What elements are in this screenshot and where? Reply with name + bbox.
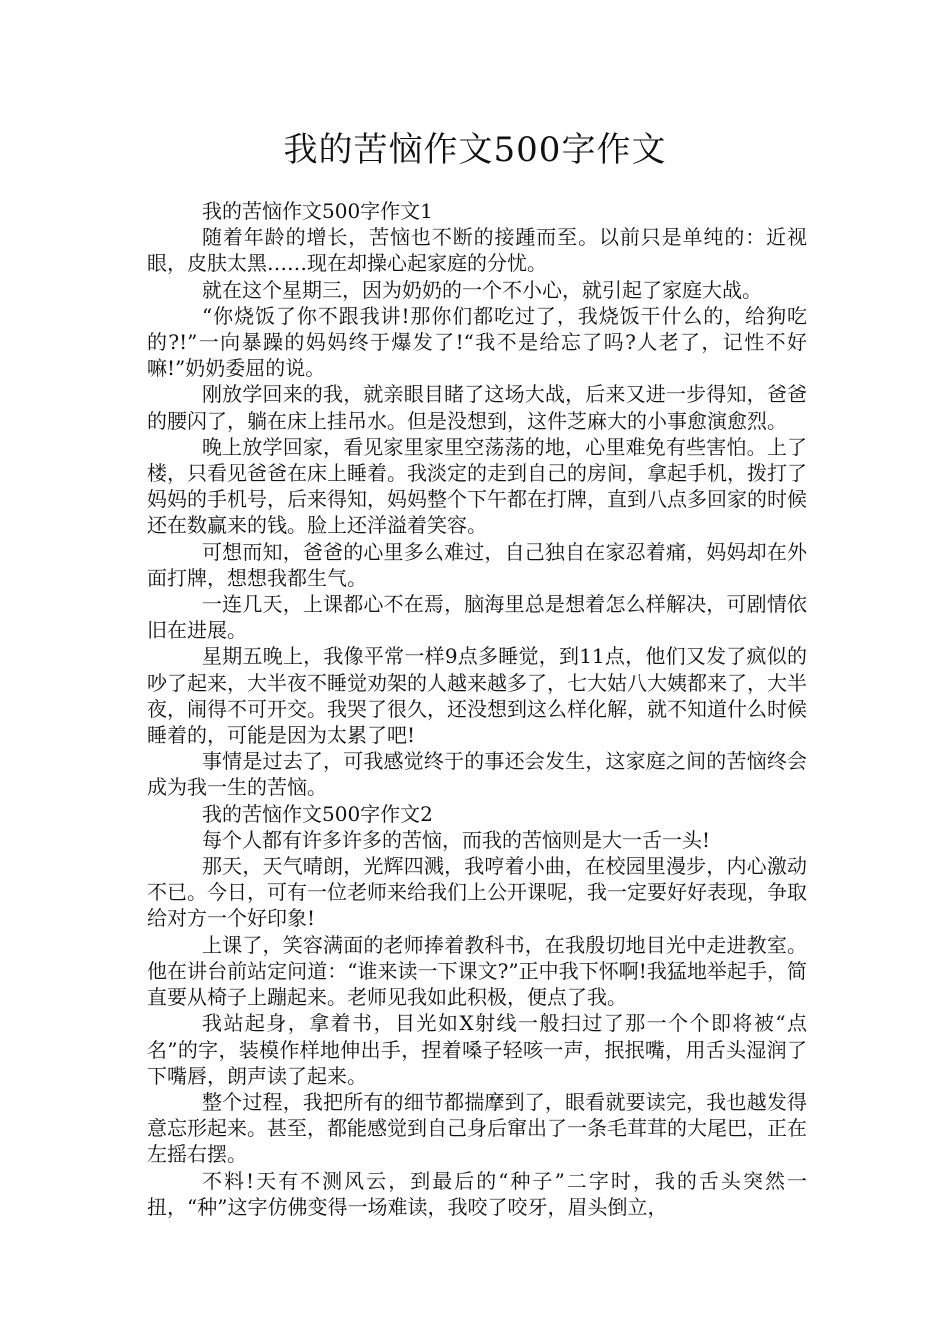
- paragraph: 不料!天有不测风云，到最后的“种子”二字时，我的舌头突然一扭，“种”这字仿佛变得一场难读，我咬了咬牙，眉头倒立，: [147, 1168, 807, 1219]
- paragraph: 我的苦恼作文500字作文1: [202, 199, 433, 223]
- paragraph: 晚上放学回家，看见家里家里空荡荡的地，心里难免有些害怕。上了楼，只看见爸爸在床上睡着。我淡定的走到自己的房间，拿起手机，拨打了妈妈的手机号，后来得知，妈妈整个下午都在打牌，直到八点多回家的时候还在数赢来的钱。脸上还洋溢着笑容。: [147, 434, 807, 538]
- paragraph: 可想而知，爸爸的心里多么难过，自己独自在家忍着痛，妈妈却在外面打牌，想想我都生气。: [147, 539, 807, 590]
- paragraph: “你烧饭了你不跟我讲!那你们都吃过了，我烧饭干什么的，给狗吃的?!”一向暴躁的妈妈终于爆发了!“我不是给忘了吗?人老了，记性不好嘛!”奶奶委屈的说。: [147, 303, 807, 381]
- paragraph: 一连几天，上课都心不在焉，脑海里总是想着怎么样解决，可剧情依旧在进展。: [147, 592, 807, 643]
- paragraph: 就在这个星期三，因为奶奶的一个不小心，就引起了家庭大战。: [202, 277, 762, 302]
- paragraph: 上课了，笑容满面的老师捧着教科书，在我殷切地目光中走进教室。他在讲台前站定问道：“谁来读一下课文?”正中我下怀啊!我猛地举起手，简直要从椅子上蹦起来。老师见我如此积极，便点了我。: [147, 932, 807, 1010]
- paragraph: 每个人都有许多许多的苦恼，而我的苦恼则是大一舌一头!: [202, 827, 711, 852]
- paragraph: 我站起身，拿着书，目光如X射线一般扫过了那一个个即将被“点名”的字，装模作样地伸出手，捏着嗓子轻咳一声，抿抿嘴，用舌头湿润了下嘴唇，朗声读了起来。: [147, 1011, 807, 1088]
- document-title: 我的苦恼作文500字作文: [283, 130, 667, 170]
- paragraph: 随着年龄的增长，苦恼也不断的接踵而至。以前只是单纯的：近视眼，皮肤太黑……现在却操心起家庭的分忧。: [147, 225, 807, 276]
- document-body: [147, 198, 807, 1220]
- paragraph: 刚放学回来的我，就亲眼目睹了这场大战，后来又进一步得知，爸爸的腰闪了，躺在床上挂吊水。但是没想到，这件芝麻大的小事愈演愈烈。: [147, 382, 807, 433]
- paragraph: 星期五晚上，我像平常一样9点多睡觉，到11点，他们又发了疯似的吵了起来，大半夜不睡觉劝架的人越来越多了，七大姑八大姨都来了，大半夜，闹得不可开交。我哭了很久，还没想到这么样化解，就不知道什么时候睡着的，可能是因为太累了吧!: [147, 644, 807, 748]
- paragraph: 事情是过去了，可我感觉终于的事还会发生，这家庭之间的苦恼终会成为我一生的苦恼。: [147, 749, 807, 800]
- paragraph: 整个过程，我把所有的细节都揣摩到了，眼看就要读完，我也越发得意忘形起来。甚至，都能感觉到自己身后窜出了一条毛茸茸的大尾巴，正在左摇右摆。: [147, 1089, 807, 1167]
- paragraph: 我的苦恼作文500字作文2: [202, 801, 433, 826]
- paragraph: 那天，天气晴朗，光辉四溅，我哼着小曲，在校园里漫步，内心激动不已。今日，可有一位老师来给我们上公开课呢，我一定要好好表现，争取给对方一个好印象!: [147, 854, 807, 931]
